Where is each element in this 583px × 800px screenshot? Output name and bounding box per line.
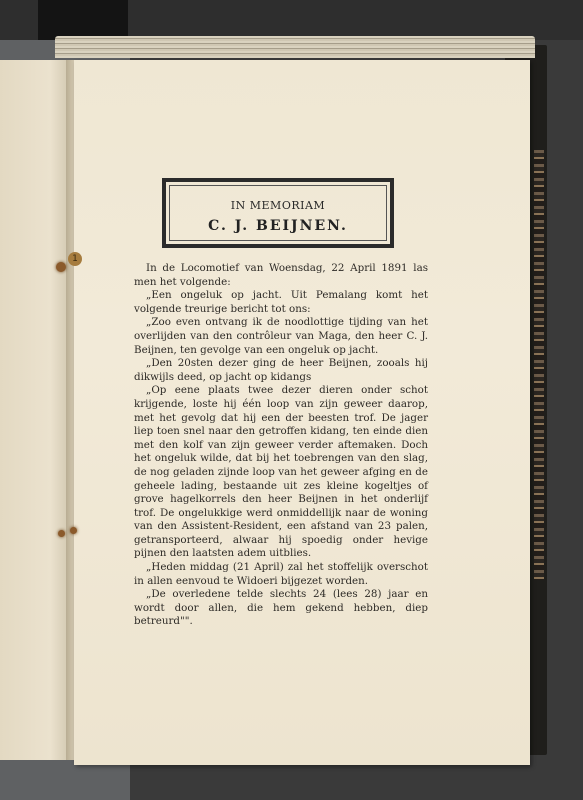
binding-hole [56,262,66,272]
paragraph: In de Locomotief van Woensdag, 22 April 1891 las men het volgende: [134,262,428,288]
page-tab-marker: 1 [68,252,82,266]
paragraph: „Heden middag (21 April) zal het stoffelijk overschot in allen eenvoud te Widoeri bijgezet worden. [134,561,428,587]
memorial-heading-frame [162,178,394,248]
paragraph: „Een ongeluk op jacht. Uit Pemalang komt het volgende treurige bericht tot ons: [134,289,428,315]
article-body [134,262,428,629]
paragraph: „Op eene plaats twee dezer dieren onder schot krijgende, loste hij één loop van zijn geweer daarop, met het gevolg dat hij een der beesten trof. De jager liep toen snel naar den getroffen kidang, ten einde dien met den kolf van zijn geweer verder aftemaken. Doch het ongeluk wilde, dat bij het toebrengen van den slag, de nog geladen zijnde loop van het geweer afging en de geheele lading, bestaande uit zes kleine kogeltjes of grove hagelkorrels den heer Beijnen in het onderlijf trof. De ongelukkige werd onmiddellijk naar de woning van den Assistent-Resident, een afstand van 23 palen, getransporteerd, alwaar hij spoedig onder hevige pijnen den laatsten adem uitblies. [134,384,428,560]
memorial-name: C. J. BEIJNEN. [208,218,348,234]
binding-hole [70,527,77,534]
paragraph: „Den 20sten dezer ging de heer Beijnen, zooals hij dikwijls deed, op jacht op kidangs [134,357,428,383]
background-corner [38,0,128,40]
memorial-label: IN MEMORIAM [230,199,326,212]
paragraph: „De overledene telde slechts 24 (lees 28) jaar en wordt door allen, die hem gekend hebben, diep betreurd"". [134,588,428,628]
binding-hole [58,530,65,537]
left-page [0,60,72,760]
paragraph: „Zoo even ontvang ik de noodlottige tijding van het overlijden van den contrôleur van Maga, den heer C. J. Beijnen, ten gevolge van een ongeluk op jacht. [134,316,428,356]
page-block-top-edge [55,36,535,58]
marbled-cover-edge [534,150,544,580]
